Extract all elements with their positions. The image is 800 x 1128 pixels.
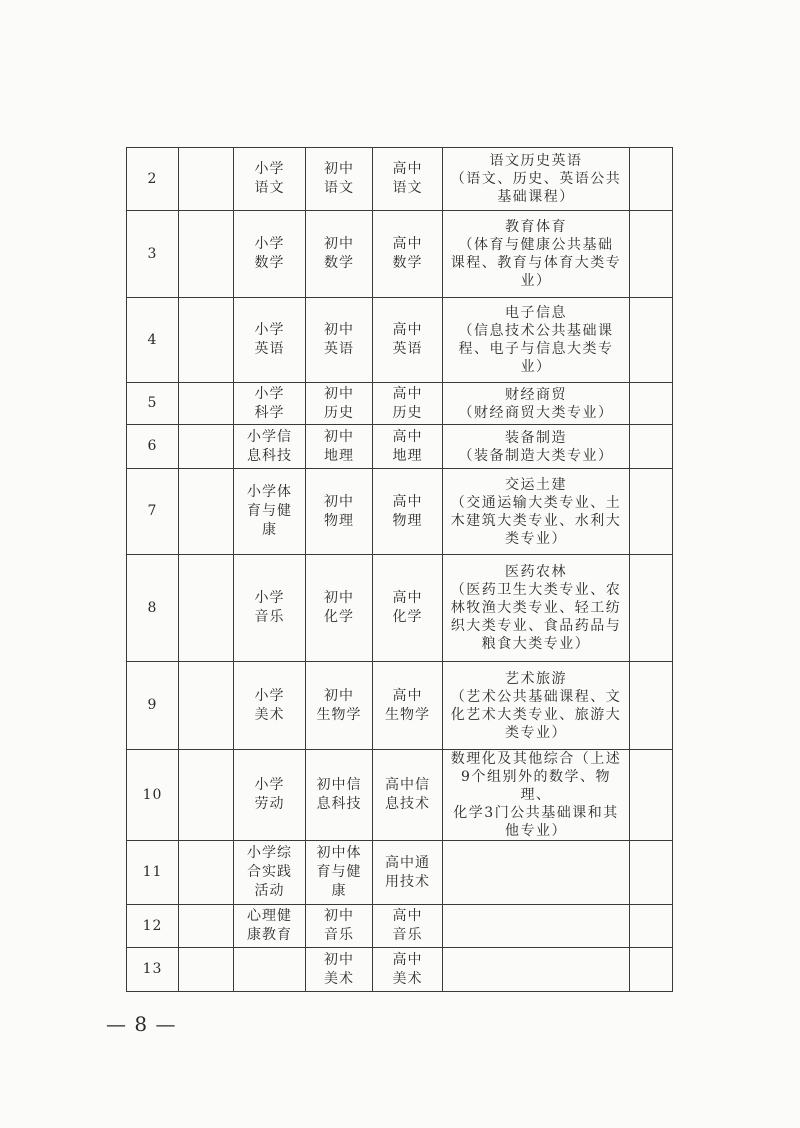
senior-subject: 高中 历史 [373, 383, 443, 425]
table-row [127, 298, 673, 383]
table-row [127, 383, 673, 425]
primary-subject: 小学 美术 [234, 662, 306, 750]
blank-cell [630, 662, 673, 750]
row-number: 13 [127, 948, 179, 992]
blank-cell [179, 148, 234, 211]
blank-cell [630, 750, 673, 841]
junior-subject: 初中 美术 [306, 948, 373, 992]
blank-cell [179, 298, 234, 383]
blank-cell [179, 425, 234, 469]
blank-cell [179, 750, 234, 841]
blank-cell [179, 469, 234, 555]
vocational-group: 语文历史英语 （语文、历史、英语公共 基础课程） [443, 148, 630, 211]
primary-subject: 心理健 康教育 [234, 905, 306, 948]
table-row [127, 662, 673, 750]
vocational-group: 装备制造 （装备制造大类专业） [443, 425, 630, 469]
row-number: 3 [127, 211, 179, 298]
subject-group-table [126, 147, 673, 992]
junior-subject: 初中 数学 [306, 211, 373, 298]
row-number: 12 [127, 905, 179, 948]
primary-subject: 小学 音乐 [234, 555, 306, 662]
row-number: 2 [127, 148, 179, 211]
primary-subject: 小学 英语 [234, 298, 306, 383]
blank-cell [630, 298, 673, 383]
senior-subject: 高中 地理 [373, 425, 443, 469]
junior-subject: 初中 语文 [306, 148, 373, 211]
junior-subject: 初中 音乐 [306, 905, 373, 948]
blank-cell [179, 662, 234, 750]
table-row [127, 469, 673, 555]
primary-subject [234, 948, 306, 992]
blank-cell [630, 841, 673, 905]
primary-subject: 小学 科学 [234, 383, 306, 425]
page-number: — 8 — [106, 1012, 177, 1036]
senior-subject: 高中 生物学 [373, 662, 443, 750]
primary-subject: 小学体 育与健 康 [234, 469, 306, 555]
blank-cell [630, 383, 673, 425]
row-number: 10 [127, 750, 179, 841]
blank-cell [630, 425, 673, 469]
primary-subject: 小学信 息科技 [234, 425, 306, 469]
row-number: 4 [127, 298, 179, 383]
primary-subject: 小学 语文 [234, 148, 306, 211]
blank-cell [630, 555, 673, 662]
junior-subject: 初中 物理 [306, 469, 373, 555]
table-row [127, 211, 673, 298]
blank-cell [630, 211, 673, 298]
vocational-group: 教育体育 （体育与健康公共基础 课程、教育与体育大类专 业） [443, 211, 630, 298]
vocational-group [443, 841, 630, 905]
junior-subject: 初中 历史 [306, 383, 373, 425]
junior-subject: 初中体 育与健 康 [306, 841, 373, 905]
table-row [127, 948, 673, 992]
senior-subject: 高中 物理 [373, 469, 443, 555]
vocational-group [443, 905, 630, 948]
table-row [127, 750, 673, 841]
vocational-group [443, 948, 630, 992]
blank-cell [179, 383, 234, 425]
blank-cell [179, 211, 234, 298]
vocational-group: 艺术旅游 （艺术公共基础课程、文 化艺术大类专业、旅游大 类专业） [443, 662, 630, 750]
junior-subject: 初中 化学 [306, 555, 373, 662]
blank-cell [179, 841, 234, 905]
blank-cell [630, 905, 673, 948]
primary-subject: 小学综 合实践 活动 [234, 841, 306, 905]
primary-subject: 小学 劳动 [234, 750, 306, 841]
senior-subject: 高中通 用技术 [373, 841, 443, 905]
row-number: 9 [127, 662, 179, 750]
senior-subject: 高中 美术 [373, 948, 443, 992]
senior-subject: 高中 语文 [373, 148, 443, 211]
junior-subject: 初中 英语 [306, 298, 373, 383]
blank-cell [179, 948, 234, 992]
senior-subject: 高中 化学 [373, 555, 443, 662]
junior-subject: 初中 生物学 [306, 662, 373, 750]
senior-subject: 高中 数学 [373, 211, 443, 298]
table-row [127, 555, 673, 662]
row-number: 11 [127, 841, 179, 905]
table-row [127, 425, 673, 469]
table-row [127, 905, 673, 948]
row-number: 5 [127, 383, 179, 425]
junior-subject: 初中 地理 [306, 425, 373, 469]
blank-cell [630, 948, 673, 992]
table-row [127, 841, 673, 905]
blank-cell [179, 555, 234, 662]
vocational-group: 交运土建 （交通运输大类专业、土 木建筑大类专业、水利大 类专业） [443, 469, 630, 555]
blank-cell [630, 148, 673, 211]
row-number: 6 [127, 425, 179, 469]
vocational-group: 医药农林 （医药卫生大类专业、农 林牧渔大类专业、轻工纺 织大类专业、食品药品与 粮食大类专业） [443, 555, 630, 662]
vocational-group: 电子信息 （信息技术公共基础课 程、电子与信息大类专 业） [443, 298, 630, 383]
vocational-group: 数理化及其他综合（上述 9个组别外的数学、物理、 化学3门公共基础课和其 他专业） [443, 750, 630, 841]
senior-subject: 高中 音乐 [373, 905, 443, 948]
senior-subject: 高中信 息技术 [373, 750, 443, 841]
table-row [127, 148, 673, 211]
senior-subject: 高中 英语 [373, 298, 443, 383]
primary-subject: 小学 数学 [234, 211, 306, 298]
junior-subject: 初中信 息科技 [306, 750, 373, 841]
blank-cell [179, 905, 234, 948]
blank-cell [630, 469, 673, 555]
vocational-group: 财经商贸 （财经商贸大类专业） [443, 383, 630, 425]
row-number: 8 [127, 555, 179, 662]
row-number: 7 [127, 469, 179, 555]
